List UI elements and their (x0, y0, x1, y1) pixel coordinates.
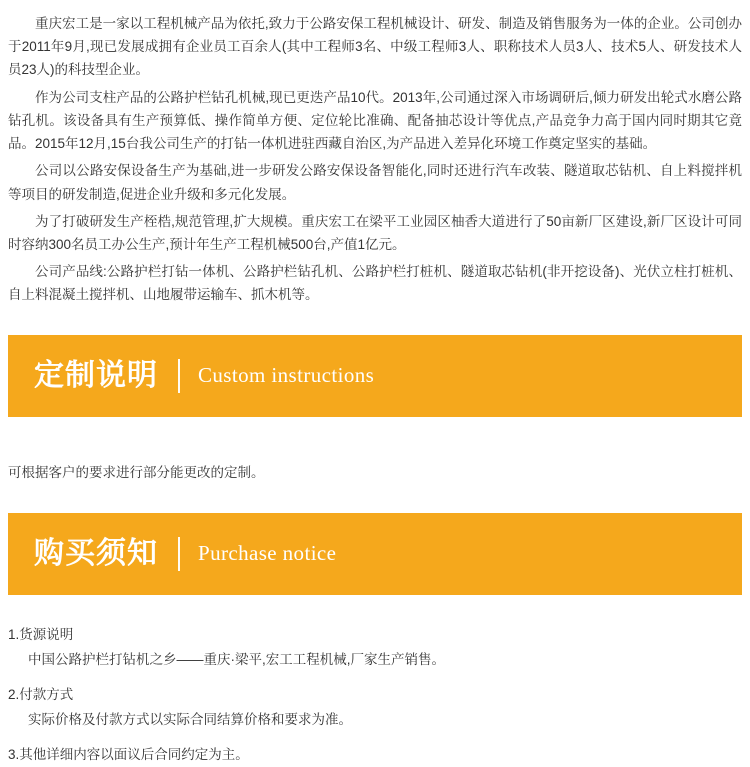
banner-divider (178, 359, 180, 393)
notice-item-desc: 中国公路护栏打钻机之乡——重庆·梁平,宏工工程机械,厂家生产销售。 (28, 652, 445, 668)
intro-paragraph-1: 重庆宏工是一家以工程机械产品为依托,致力于公路安保工程机械设计、研发、制造及销售服务为一体的企业。公司创办于2011年9月,现已发展成拥有企业员工百余人(其中工程师3名、中级工程师3人、职称技术人员3人、技术5人、研发技术人员23人)的科技型企业。 (8, 16, 742, 78)
custom-instructions-title-en: Custom instructions (198, 363, 375, 388)
custom-instructions-title-cn: 定制说明 (34, 358, 158, 392)
intro-paragraph-4: 为了打破研发生产桎梏,规范管理,扩大规模。重庆宏工在梁平工业园区柚香大道进行了50亩新厂区建设,新厂区设计可同时容纳300名员工办公生产,预计年生产工程机械500台,产值1亿元。 (8, 213, 742, 252)
intro-paragraph-3: 公司以公路安保设备生产为基础,进一步研发公路安保设备智能化,同时还进行汽车改装、隧道取芯钻机、自上料搅拌机等项目的研发制造,促进企业升级和多元化发展。 (8, 163, 742, 202)
custom-instructions-text: 可根据客户的要求进行部分能更改的定制。 (8, 464, 265, 480)
purchase-notice-banner (8, 513, 742, 595)
list-item (8, 683, 742, 733)
purchase-notice-title-cn: 购买须知 (34, 536, 158, 570)
intro-paragraph-2: 作为公司支柱产品的公路护栏钻孔机械,现已更迭产品10代。2013年,公司通过深入市场调研后,倾力研发出轮式水磨公路钻孔机。该设备具有生产预算低、操作简单方便、定位轮比准确、配备抽芯设计等优点,产品竞争力高于国内同时期其它竟品。2015年12月,15台我公司生产的打钻一体机进驻西藏自治区,为产品进入差异化环境工作奠定坚实的基础。 (8, 89, 742, 152)
notice-item-title: 2.付款方式 (8, 686, 74, 702)
notice-item-title: 3.其他详细内容以面议后合同约定为主。 (8, 746, 249, 762)
banner-divider (178, 537, 180, 571)
list-item (8, 743, 742, 767)
notice-item-desc: 实际价格及付款方式以实际合同结算价格和要求为准。 (28, 712, 352, 728)
company-introduction (0, 0, 750, 307)
notice-item-title: 1.货源说明 (8, 626, 74, 642)
purchase-notice-list (0, 623, 750, 767)
custom-instructions-banner (8, 335, 742, 417)
intro-paragraph-5: 公司产品线:公路护栏打钻一体机、公路护栏钻孔机、公路护栏打桩机、隧道取芯钻机(非开挖设备)、光伏立柱打桩机、自上料混凝土搅拌机、山地履带运输车、抓木机等。 (8, 264, 742, 303)
list-item (8, 623, 742, 673)
purchase-notice-title-en: Purchase notice (198, 541, 337, 566)
